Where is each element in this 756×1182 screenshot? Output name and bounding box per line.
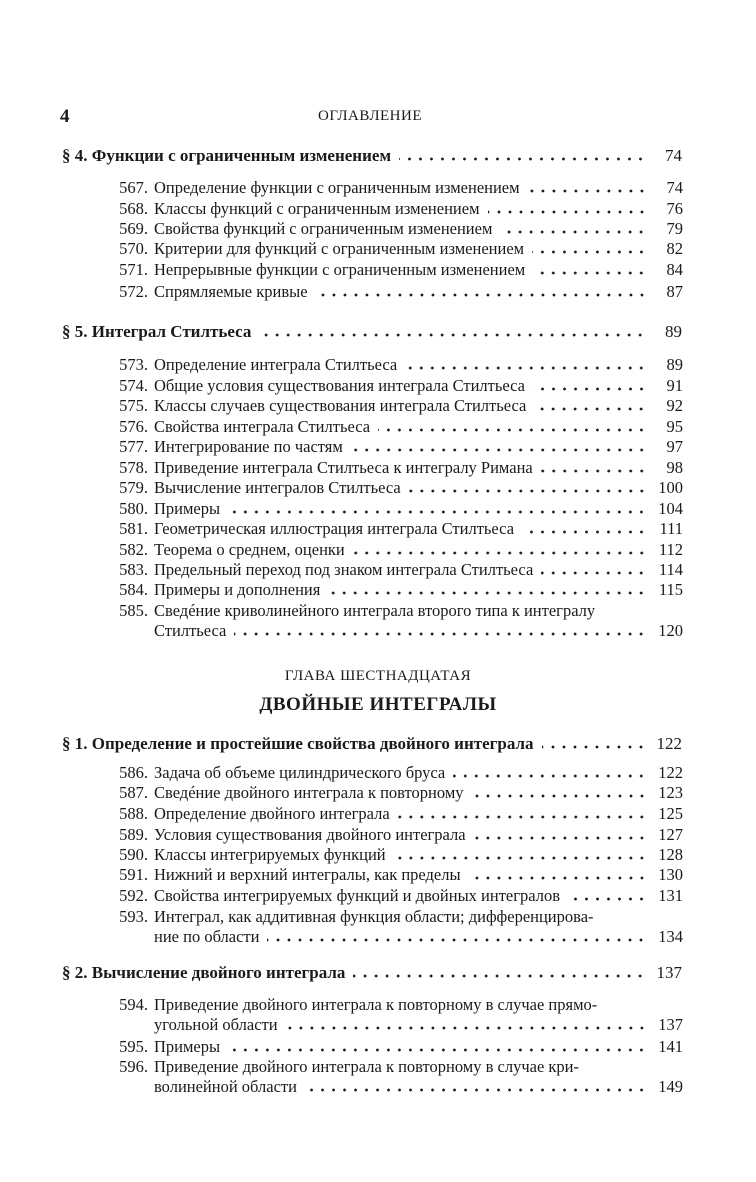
entry-title: Свойства интеграла Стилтьеса <box>154 417 371 436</box>
leader-dots <box>568 897 647 901</box>
leader-dots <box>453 774 647 778</box>
entry-number: 577. <box>119 437 148 456</box>
running-head <box>60 106 680 128</box>
leader-dots <box>394 856 647 860</box>
leader-dots <box>305 1088 647 1092</box>
toc-section[interactable] <box>62 734 682 758</box>
entry-number: 589. <box>119 825 148 844</box>
entry-number: 576. <box>119 417 148 436</box>
toc-entry[interactable] <box>108 783 683 805</box>
toc-entry[interactable] <box>108 282 683 304</box>
entry-page: 131 <box>658 886 683 905</box>
leader-dots <box>286 1026 647 1030</box>
entry-title: Общие условия существования интеграла Стилтьеса <box>154 376 525 395</box>
entry-page: 89 <box>666 355 683 374</box>
entry-page: 122 <box>658 763 683 782</box>
leader-dots <box>399 157 646 161</box>
leader-dots <box>378 428 647 432</box>
toc-entry[interactable] <box>108 219 683 241</box>
entry-number: 567. <box>119 178 148 197</box>
leader-dots <box>469 876 647 880</box>
entry-title: Вычисление интегралов Стилтьеса <box>154 478 401 497</box>
entry-title: Примеры и дополнения <box>154 580 321 599</box>
entry-page: 114 <box>658 560 683 579</box>
entry-number: 583. <box>119 560 148 579</box>
entry-title: Спрямляемые кривые <box>154 282 308 301</box>
entry-title: Определение двойного интеграла <box>154 804 390 823</box>
toc-entry[interactable] <box>108 601 683 645</box>
leader-dots <box>259 333 646 337</box>
entry-number: 580. <box>119 499 148 518</box>
entry-number: 574. <box>119 376 148 395</box>
toc-entry[interactable] <box>108 845 683 867</box>
entry-number: 575. <box>119 396 148 415</box>
entry-title: Сведéние двойного интеграла к повторному <box>154 783 464 802</box>
toc-entry[interactable] <box>108 260 683 282</box>
entry-title: Условия существования двойного интеграла <box>154 825 466 844</box>
chapter-label: ГЛАВА ШЕСТНАДЦАТАЯ <box>284 668 472 684</box>
entry-page: 128 <box>658 845 683 864</box>
entry-page: 127 <box>658 825 683 844</box>
leader-dots <box>542 745 646 749</box>
entry-page: 137 <box>658 1015 683 1034</box>
toc-entry[interactable] <box>108 239 683 261</box>
entry-title: Классы интегрируемых функций <box>154 845 386 864</box>
toc-entry[interactable] <box>108 458 683 480</box>
toc-section[interactable] <box>62 322 682 346</box>
entry-page: 130 <box>658 865 683 884</box>
leader-dots <box>533 271 647 275</box>
toc-entry[interactable] <box>108 804 683 826</box>
leader-dots <box>534 407 647 411</box>
toc-entry[interactable] <box>108 499 683 521</box>
toc-entry[interactable] <box>108 1037 683 1059</box>
entry-title: Свойства функций с ограниченным изменением <box>154 219 493 238</box>
entry-number: 594. <box>119 995 148 1014</box>
entry-page: 111 <box>659 519 683 538</box>
leader-dots <box>228 1048 647 1052</box>
toc-entry[interactable] <box>108 355 683 377</box>
entry-title-line2: волинейной области <box>154 1077 297 1096</box>
entry-title-line1: Приведение двойного интеграла к повторному в случае кри- <box>154 1057 580 1076</box>
section-page: 122 <box>656 734 682 753</box>
leader-dots <box>528 189 647 193</box>
toc-section[interactable] <box>62 146 682 170</box>
entry-title: Приведение интеграла Стилтьеса к интегралу Римана <box>154 458 533 477</box>
entry-number: 588. <box>119 804 148 823</box>
entry-number: 592. <box>119 886 148 905</box>
entry-number: 573. <box>119 355 148 374</box>
entry-page: 104 <box>658 499 683 518</box>
toc-entry[interactable] <box>108 995 683 1039</box>
entry-page: 100 <box>658 478 683 497</box>
entry-title-line2: ние по области <box>154 927 260 946</box>
entry-number: 596. <box>119 1057 148 1076</box>
toc-entry[interactable] <box>108 478 683 500</box>
entry-number: 569. <box>119 219 148 238</box>
entry-number: 582. <box>119 540 148 559</box>
entry-number: 591. <box>119 865 148 884</box>
leader-dots <box>267 938 647 942</box>
section-page: 89 <box>665 322 682 341</box>
leader-dots <box>228 510 647 514</box>
chapter-title: ДВОЙНЫЕ ИНТЕГРАЛЫ <box>259 694 497 715</box>
leader-dots <box>328 591 647 595</box>
entry-page: 92 <box>666 396 683 415</box>
leader-dots <box>532 250 647 254</box>
entry-title: Классы случаев существования интеграла Стилтьеса <box>154 396 527 415</box>
entry-number: 584. <box>119 580 148 599</box>
entry-page: 91 <box>666 376 683 395</box>
toc-entry[interactable] <box>108 540 683 562</box>
entry-title-line2: угольной области <box>154 1015 278 1034</box>
entry-page: 141 <box>658 1037 683 1056</box>
entry-title: Интегрирование по частям <box>154 437 343 456</box>
toc-entry[interactable] <box>108 417 683 439</box>
toc-entry[interactable] <box>108 825 683 847</box>
entry-title: Нижний и верхний интегралы, как пределы <box>154 865 461 884</box>
toc-entry[interactable] <box>108 560 683 582</box>
running-head-title: ОГЛАВЛЕНИЕ <box>318 108 422 124</box>
entry-page: 112 <box>658 540 683 559</box>
entry-title: Критерии для функций с ограниченным изменением <box>154 239 525 258</box>
entry-number: 568. <box>119 199 148 218</box>
leader-dots <box>488 210 647 214</box>
toc-entry[interactable] <box>108 437 683 459</box>
section-title: § 2. Вычисление двойного интеграла <box>62 963 346 982</box>
entry-page: 149 <box>658 1077 683 1096</box>
entry-page: 115 <box>658 580 683 599</box>
entry-number: 572. <box>119 282 148 301</box>
entry-title-line1: Приведение двойного интеграла к повторному в случае прямо- <box>154 995 598 1014</box>
entry-page: 123 <box>658 783 683 802</box>
page-number: 4 <box>60 106 70 127</box>
entry-page: 95 <box>666 417 683 436</box>
toc-entry[interactable] <box>108 1057 683 1101</box>
entry-page: 76 <box>666 199 683 218</box>
entry-title: Непрерывные функции с ограниченным изменением <box>154 260 526 279</box>
entry-number: 587. <box>119 783 148 802</box>
leader-dots <box>409 489 647 493</box>
entry-number: 586. <box>119 763 148 782</box>
leader-dots <box>353 551 647 555</box>
leader-dots <box>541 571 647 575</box>
entry-title: Классы функций с ограниченным изменением <box>154 199 480 218</box>
leader-dots <box>500 230 647 234</box>
entry-number: 570. <box>119 239 148 258</box>
leader-dots <box>353 974 646 978</box>
entry-title-line1: Сведéние криволинейного интеграла второго типа к интегралу <box>154 601 596 620</box>
toc-entry[interactable] <box>108 907 683 951</box>
toc-entry[interactable] <box>108 178 683 200</box>
entry-page: 74 <box>666 178 683 197</box>
entry-number: 571. <box>119 260 148 279</box>
toc-entry[interactable] <box>108 396 683 418</box>
entry-title: Свойства интегрируемых функций и двойных интегралов <box>154 886 560 905</box>
entry-page: 97 <box>666 437 683 456</box>
entry-title: Примеры <box>154 499 221 518</box>
leader-dots <box>234 632 647 636</box>
leader-dots <box>351 448 647 452</box>
entry-number: 579. <box>119 478 148 497</box>
entry-title-line1: Интеграл, как аддитивная функция области; дифференцирова- <box>154 907 594 926</box>
entry-title: Определение интеграла Стилтьеса <box>154 355 398 374</box>
entry-page: 79 <box>666 219 683 238</box>
toc-entry[interactable] <box>108 376 683 398</box>
toc-entry[interactable] <box>108 199 683 221</box>
entry-title: Задача об объеме цилиндрического бруса <box>154 763 446 782</box>
toc-section[interactable] <box>62 963 682 987</box>
entry-title-line2: Стилтьеса <box>154 621 227 640</box>
entry-title: Геометрическая иллюстрация интеграла Стилтьеса <box>154 519 515 538</box>
toc-entry[interactable] <box>108 886 683 908</box>
leader-dots <box>398 815 647 819</box>
leader-dots <box>316 293 647 297</box>
leader-dots <box>541 469 647 473</box>
entry-number: 578. <box>119 458 148 477</box>
leader-dots <box>533 387 647 391</box>
leader-dots <box>472 794 647 798</box>
entry-page: 84 <box>666 260 683 279</box>
entry-title: Теорема о среднем, оценки <box>154 540 345 559</box>
entry-title: Определение функции с ограниченным изменением <box>154 178 520 197</box>
section-title: § 1. Определение и простейшие свойства двойного интеграла <box>62 734 534 753</box>
toc-entry[interactable] <box>108 580 683 602</box>
entry-title: Предельный переход под знаком интеграла Стилтьеса <box>154 560 534 579</box>
section-title: § 4. Функции с ограниченным изменением <box>62 146 392 165</box>
section-title: § 5. Интеграл Стилтьеса <box>62 322 252 341</box>
leader-dots <box>522 530 647 534</box>
entry-page: 98 <box>666 458 683 477</box>
section-page: 137 <box>656 963 682 982</box>
entry-page: 134 <box>658 927 683 946</box>
entry-title: Примеры <box>154 1037 221 1056</box>
entry-page: 87 <box>666 282 683 301</box>
toc-entry[interactable] <box>108 763 683 785</box>
entry-page: 125 <box>658 804 683 823</box>
entry-page: 82 <box>666 239 683 258</box>
section-page: 74 <box>665 146 682 165</box>
entry-number: 595. <box>119 1037 148 1056</box>
entry-page: 120 <box>658 621 683 640</box>
entry-number: 590. <box>119 845 148 864</box>
entry-number: 585. <box>119 601 148 620</box>
leader-dots <box>474 836 647 840</box>
toc-entry[interactable] <box>108 865 683 887</box>
entry-number: 593. <box>119 907 148 926</box>
entry-number: 581. <box>119 519 148 538</box>
leader-dots <box>405 366 647 370</box>
toc-entry[interactable] <box>108 519 683 541</box>
